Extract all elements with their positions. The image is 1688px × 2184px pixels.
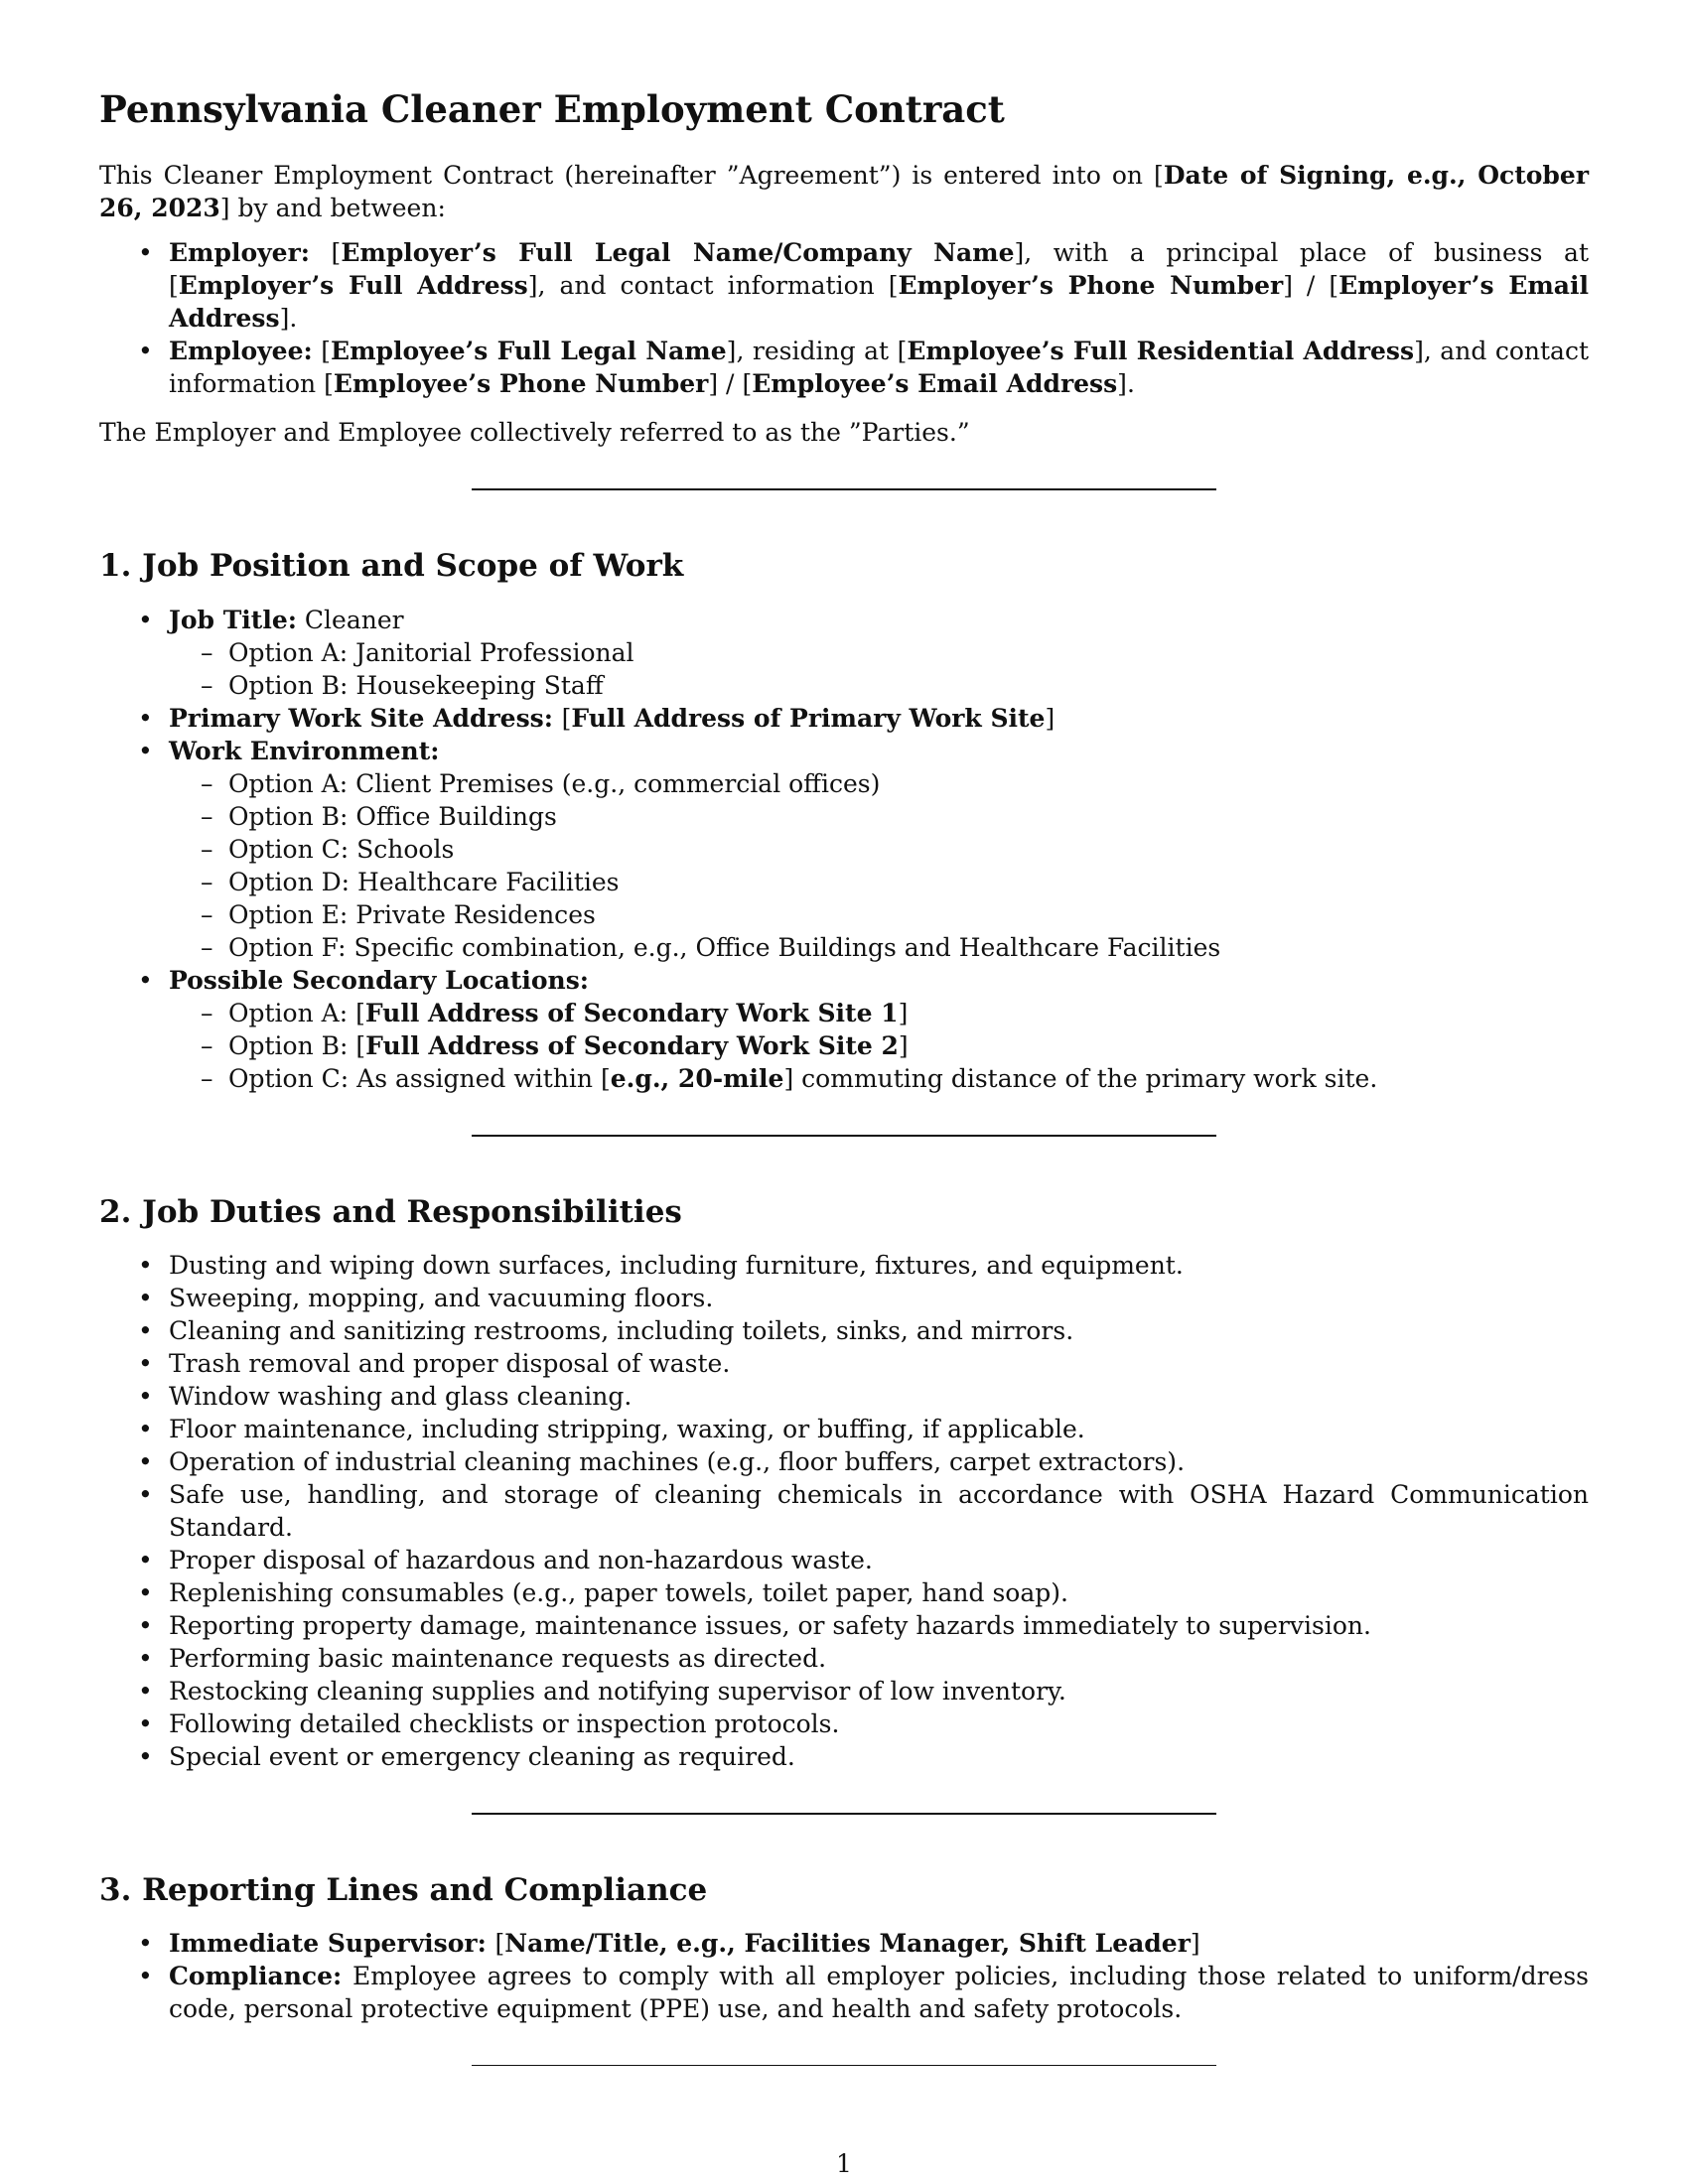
document-page	[99, 87, 1589, 2066]
duty-item: • Following detailed checklists or inspection protocols.	[99, 1707, 1589, 1740]
employee-end: .	[1126, 369, 1135, 399]
employer-text-2: , and contact information	[537, 271, 889, 301]
job-title-option: – Option A: Janitorial Professional	[169, 636, 1589, 669]
employee-text-2: , and contact information	[169, 337, 1589, 399]
secondary-c-suffix: commuting distance of the primary work site.	[793, 1063, 1378, 1093]
duty-item: • Dusting and wiping down surfaces, including furniture, fixtures, and equipment.	[99, 1249, 1589, 1282]
commute-distance-placeholder: e.g., 20-mile	[610, 1063, 784, 1093]
employer-phone-placeholder: Employer’s Phone Number	[898, 271, 1284, 301]
secondary-site-1-placeholder: Full Address of Secondary Work Site 1	[364, 998, 899, 1027]
job-title-options	[169, 636, 1589, 702]
primary-site-label: Primary Work Site Address:	[169, 703, 562, 733]
employer-end: .	[289, 304, 298, 334]
employer-name-placeholder: Employer’s Full Legal Name/Company Name	[341, 238, 1015, 268]
duty-item: • Floor maintenance, including stripping, waxing, or buffing, if applicable.	[99, 1413, 1589, 1445]
duty-item: • Trash removal and proper disposal of waste.	[99, 1347, 1589, 1380]
environment-option: – Option F: Specific combination, e.g., Office Buildings and Healthcare Facilities	[169, 931, 1589, 964]
duty-item: • Replenishing consumables (e.g., paper towels, toilet paper, hand soap).	[99, 1576, 1589, 1609]
employee-text-1: , residing at	[736, 337, 898, 366]
section-divider	[472, 488, 1216, 490]
section-1-heading: 1. Job Position and Scope of Work	[99, 548, 684, 585]
parties-note: The Employer and Employee collectively referred to as the ”Parties.”	[99, 418, 970, 448]
environment-option: – Option B: Office Buildings	[169, 800, 1589, 833]
duty-item: • Special event or emergency cleaning as required.	[99, 1740, 1589, 1773]
intro-text-pre: This Cleaner Employment Contract (hereinafter ”Agreement”) is entered into on	[99, 161, 1155, 191]
job-title-value: Cleaner	[296, 605, 404, 634]
supervisor-label: Immediate Supervisor:	[169, 1928, 495, 1958]
secondary-option-c: – Option C: As assigned within [e.g., 20-mile] commuting distance of the primary work site.	[169, 1062, 1589, 1095]
secondary-c-prefix: Option C: As assigned within	[228, 1063, 601, 1093]
parties-list	[99, 236, 1589, 400]
secondary-locations-options	[169, 997, 1589, 1095]
primary-site-item: • Primary Work Site Address: [Full Address of Primary Work Site]	[99, 702, 1589, 735]
employee-email-placeholder: Employee’s Email Address	[752, 369, 1118, 399]
duty-item: • Sweeping, mopping, and vacuuming floors.	[99, 1282, 1589, 1314]
duty-item: • Safe use, handling, and storage of cleaning chemicals in accordance with OSHA Hazard Communication Standard.	[99, 1478, 1589, 1544]
compliance-text: Employee agrees to comply with all employer policies, including those related to uniform/dress code, personal protective equipment (PPE) use, and health and safety protocols.	[169, 1961, 1589, 2023]
employer-label: Employer:	[169, 238, 310, 268]
work-environment-label: Work Environment:	[169, 736, 440, 765]
employee-sep: /	[718, 369, 743, 399]
work-environment-options	[169, 767, 1589, 964]
section-1-list	[99, 604, 1589, 1095]
duty-item: • Reporting property damage, maintenance issues, or safety hazards immediately to supervision.	[99, 1609, 1589, 1642]
document-title: Pennsylvania Cleaner Employment Contract	[99, 87, 1005, 131]
environment-option: – Option D: Healthcare Facilities	[169, 866, 1589, 898]
job-title-option: – Option B: Housekeeping Staff	[169, 669, 1589, 702]
employee-phone-placeholder: Employee’s Phone Number	[333, 369, 709, 399]
employer-text-1: , with a principal place of business at	[1024, 238, 1589, 268]
section-3-heading: 3. Reporting Lines and Compliance	[99, 1871, 708, 1908]
secondary-option-b: – Option B: [Full Address of Secondary Work Site 2]	[169, 1029, 1589, 1062]
compliance-item	[99, 1960, 1589, 2025]
employer-email-placeholder: Employer’s Email Address	[169, 271, 1590, 334]
section-divider	[472, 1135, 1216, 1137]
employee-address-placeholder: Employee’s Full Residential Address	[907, 337, 1415, 366]
employer-sep: /	[1292, 271, 1330, 301]
section-2-heading: 2. Job Duties and Responsibilities	[99, 1193, 682, 1230]
duty-item: • Performing basic maintenance requests as directed.	[99, 1642, 1589, 1675]
job-title-label: Job Title:	[169, 605, 297, 634]
secondary-locations-label: Possible Secondary Locations:	[169, 965, 590, 995]
supervisor-placeholder: Name/Title, e.g., Facilities Manager, Shift Leader	[504, 1928, 1191, 1958]
environment-option: – Option C: Schools	[169, 833, 1589, 866]
job-title-item	[99, 604, 1589, 702]
duty-item: • Operation of industrial cleaning machines (e.g., floor buffers, carpet extractors).	[99, 1445, 1589, 1478]
duty-item: • Restocking cleaning supplies and notifying supervisor of low inventory.	[99, 1675, 1589, 1707]
employee-label: Employee:	[169, 337, 313, 366]
work-environment-item	[99, 735, 1589, 964]
employer-address-placeholder: Employer’s Full Address	[178, 271, 528, 301]
duty-item: • Cleaning and sanitizing restrooms, including toilets, sinks, and mirrors.	[99, 1314, 1589, 1347]
compliance-label: Compliance:	[169, 1961, 343, 1990]
employee-name-placeholder: Employee’s Full Legal Name	[331, 337, 727, 366]
duty-item: • Proper disposal of hazardous and non-hazardous waste.	[99, 1544, 1589, 1576]
secondary-a-prefix: Option A:	[228, 998, 356, 1027]
primary-site-placeholder: Full Address of Primary Work Site	[571, 703, 1046, 733]
duties-list	[99, 1249, 1589, 1773]
page-number: 1	[836, 2149, 852, 2178]
secondary-site-2-placeholder: Full Address of Secondary Work Site 2	[365, 1030, 899, 1060]
secondary-locations-item	[99, 964, 1589, 1095]
environment-option: – Option A: Client Premises (e.g., commercial offices)	[169, 767, 1589, 800]
signing-date-placeholder: Date of Signing, e.g., October 26, 2023	[99, 161, 1589, 223]
employee-item: • Employee: [Employee’s Full Legal Name], residing at [Employee’s Full Residential Address], and contact information [Employee’s Phone Number] / [Employee’s Email Address].	[99, 335, 1589, 400]
secondary-option-a: – Option A: [Full Address of Secondary Work Site 1]	[169, 997, 1589, 1029]
intro-text-post: by and between:	[229, 194, 446, 223]
section-divider	[472, 2065, 1216, 2066]
supervisor-item: • Immediate Supervisor: [Name/Title, e.g., Facilities Manager, Shift Leader]	[99, 1927, 1589, 1960]
section-3-list	[99, 1927, 1589, 2025]
secondary-b-prefix: Option B:	[228, 1030, 356, 1060]
duty-item: • Window washing and glass cleaning.	[99, 1380, 1589, 1413]
intro-paragraph: This Cleaner Employment Contract (hereinafter ”Agreement”) is entered into on [Date of Signing, e.g., October 26, 2023] by and between:	[99, 161, 1589, 223]
environment-option: – Option E: Private Residences	[169, 898, 1589, 931]
section-divider	[472, 1813, 1216, 1815]
employer-item: • Employer: [Employer’s Full Legal Name/Company Name], with a principal place of business at [Employer’s Full Address], and contact information [Employer’s Phone Number] / [Employer’s Email Address].	[99, 236, 1589, 335]
